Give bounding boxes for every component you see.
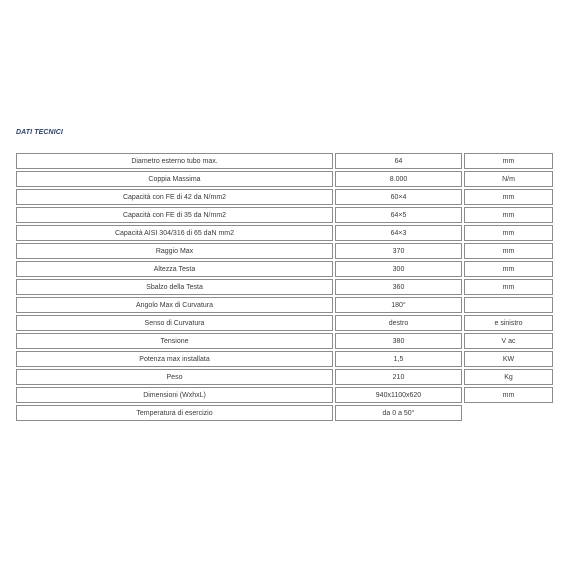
row-value: 60×4 xyxy=(335,189,462,205)
row-value: 8.000 xyxy=(335,171,462,187)
row-unit xyxy=(464,297,553,313)
row-label: Potenza max installata xyxy=(16,351,333,367)
table-row xyxy=(16,369,553,385)
row-label: Peso xyxy=(16,369,333,385)
row-value: 64×3 xyxy=(335,225,462,241)
row-label: Dimensioni (WxhxL) xyxy=(16,387,333,403)
table-row xyxy=(16,315,553,331)
row-value: 380 xyxy=(335,333,462,349)
table-row xyxy=(16,297,553,313)
row-unit: mm xyxy=(464,243,553,259)
row-unit: V ac xyxy=(464,333,553,349)
row-value: da 0 a 50° xyxy=(335,405,462,421)
row-label: Diametro esterno tubo max. xyxy=(16,153,333,169)
row-label: Sbalzo della Testa xyxy=(16,279,333,295)
row-value: 180° xyxy=(335,297,462,313)
row-unit: mm xyxy=(464,387,553,403)
table-row xyxy=(16,171,553,187)
specs-table xyxy=(14,151,555,423)
table-row xyxy=(16,189,553,205)
row-unit: KW xyxy=(464,351,553,367)
table-row xyxy=(16,405,553,421)
row-label: Capacità con FE di 35 da N/mm2 xyxy=(16,207,333,223)
table-row xyxy=(16,279,553,295)
table-row xyxy=(16,207,553,223)
row-label: Capacità con FE di 42 da N/mm2 xyxy=(16,189,333,205)
section-title: DATI TECNICI xyxy=(16,129,63,136)
row-value: 370 xyxy=(335,243,462,259)
table-row xyxy=(16,153,553,169)
row-unit: mm xyxy=(464,207,553,223)
row-unit: mm xyxy=(464,279,553,295)
row-label: Altezza Testa xyxy=(16,261,333,277)
row-value: destro xyxy=(335,315,462,331)
row-label: Capacità AISI 304/316 di 65 daN mm2 xyxy=(16,225,333,241)
table-row xyxy=(16,333,553,349)
row-unit: mm xyxy=(464,153,553,169)
row-value: 360 xyxy=(335,279,462,295)
row-unit: mm xyxy=(464,261,553,277)
row-value: 940x1100x620 xyxy=(335,387,462,403)
row-label: Senso di Curvatura xyxy=(16,315,333,331)
specs-table-body xyxy=(16,153,553,421)
row-unit-empty xyxy=(464,405,553,421)
row-value: 210 xyxy=(335,369,462,385)
row-value: 64 xyxy=(335,153,462,169)
table-row xyxy=(16,225,553,241)
row-unit: mm xyxy=(464,189,553,205)
row-label: Coppia Massima xyxy=(16,171,333,187)
row-label: Angolo Max di Curvatura xyxy=(16,297,333,313)
row-value: 300 xyxy=(335,261,462,277)
table-row xyxy=(16,243,553,259)
table-row xyxy=(16,387,553,403)
row-unit: mm xyxy=(464,225,553,241)
row-value: 1,5 xyxy=(335,351,462,367)
row-label: Raggio Max xyxy=(16,243,333,259)
row-unit: e sinistro xyxy=(464,315,553,331)
row-label: Tensione xyxy=(16,333,333,349)
row-value: 64×5 xyxy=(335,207,462,223)
table-row xyxy=(16,351,553,367)
row-unit: N/m xyxy=(464,171,553,187)
row-label: Temperatura di esercizio xyxy=(16,405,333,421)
row-unit: Kg xyxy=(464,369,553,385)
table-row xyxy=(16,261,553,277)
